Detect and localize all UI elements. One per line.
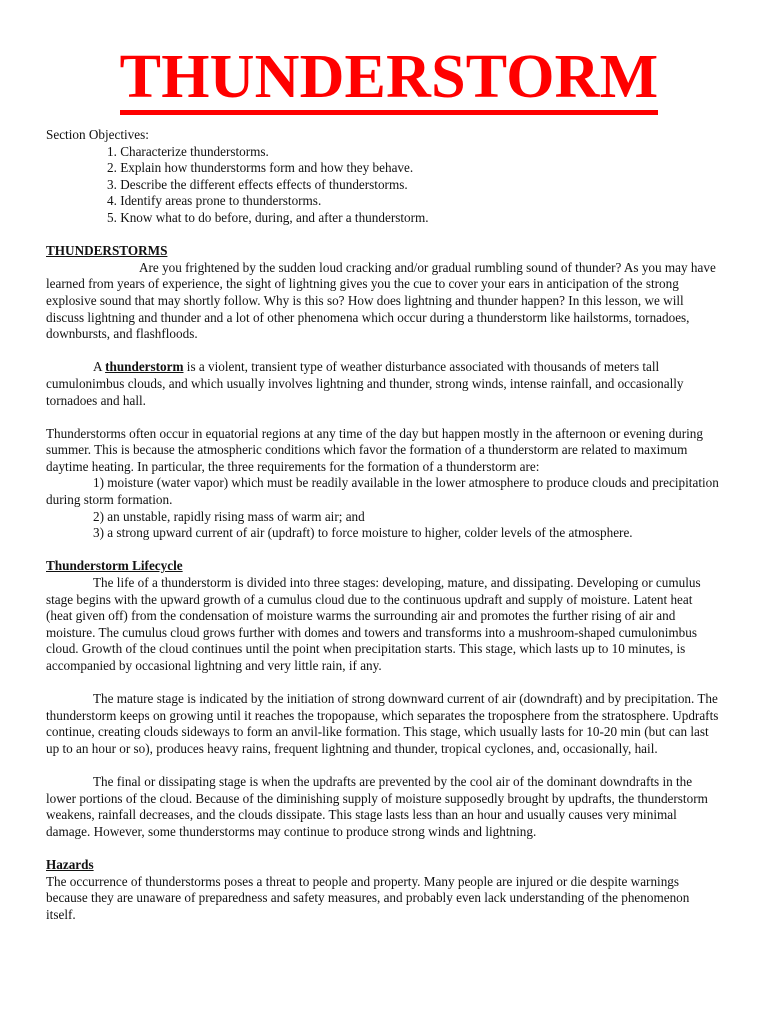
section-objectives — [46, 127, 722, 227]
heading-hazards: Hazards — [46, 857, 94, 873]
objective-item: 5. Know what to do before, during, and after a thunderstorm. — [107, 209, 429, 225]
document-page — [46, 43, 722, 924]
paragraph-hazards: The occurrence of thunderstorms poses a threat to people and property. Many people are injured or die despite warnings because they are unaware of preparedness and safety measures, and probably even lack understanding of the phenomenon itself. — [46, 873, 690, 922]
document-title: THUNDERSTORM — [120, 46, 659, 115]
paragraph-definition — [46, 359, 722, 409]
heading-thunderstorms: THUNDERSTORMS — [46, 243, 168, 259]
requirement-item: 1) moisture (water vapor) which must be readily available in the lower atmosphere to produce clouds and precipitation during storm formation. — [46, 475, 719, 508]
paragraph-developing-stage: The life of a thunderstorm is divided into three stages: developing, mature, and dissipating. Developing or cumulus stage begins with the upward growth of a cumulus cloud due to the continuous updraft and supply of moisture. Latent heat (heat given off) from the condensation of moisture warms the surrounding air and promotes the further rising of air and moisture. The cumulus cloud grows further with domes and towers and transforms into a mushroom-shaped cumulonimbus cloud. Growth of the cloud continues until the point when precipitation starts. This stage, which lasts up to 10 minutes, is accompanied by occasional lightning and very little rain, if any. — [46, 575, 701, 673]
definition-rest: is a violent, transient type of weather disturbance associated with thousands of meters tall cumulonimbus clouds, and which usually involves lightning and thunder, strong winds, intense rainfall, and occasionally tornadoes and hall. — [46, 359, 684, 408]
objective-item: 2. Explain how thunderstorms form and how they behave. — [107, 160, 414, 176]
paragraph-intro: Are you frightened by the sudden loud cracking and/or gradual rumbling sound of thunder? As you may have learned from years of experience, the sight of lightning gives you the cue to cover your ears in anticipation of the strong explosive sound that may shortly follow. Why is this so? How does lightning and thunder happen? In this lesson, we will discuss lightning and thunder and a lot of other phenomena which occur during a thunderstorm like hailstorms, tornadoes, downbursts, and flashfloods. — [46, 259, 716, 342]
title-block — [56, 43, 722, 115]
paragraph-occurrence: Thunderstorms often occur in equatorial regions at any time of the day but happen mostly in the afternoon or evening during summer. This is because the atmospheric conditions which favor the formation of a thunderstorm are related to maximum daytime heating. In particular, the three requirements for the formation of a thunderstorm are: — [46, 425, 703, 474]
requirement-item: 3) a strong upward current of air (updraft) to force moisture to higher, colder levels of the atmosphere. — [93, 525, 633, 541]
objectives-label: Section Objectives: — [46, 127, 149, 142]
definition-lead: A — [93, 359, 102, 375]
heading-lifecycle: Thunderstorm Lifecycle — [46, 558, 183, 574]
paragraph-dissipating-stage: The final or dissipating stage is when the updrafts are prevented by the cool air of the dominant downdrafts in the lower portions of the cloud. Because of the diminishing supply of moisture supposedly brought by updrafts, the thunderstorm weakens, rainfall decreases, and the clouds dissipate. This stage lasts less than an hour and usually causes very minimal damage. However, some thunderstorms may continue to produce strong winds and lightning. — [46, 774, 708, 839]
definition-term: thunderstorm — [105, 359, 184, 375]
objective-item: 4. Identify areas prone to thunderstorms. — [107, 193, 322, 209]
objectives-list — [46, 144, 722, 227]
objective-item: 3. Describe the different effects effects of thunderstorms. — [107, 176, 408, 192]
paragraph-mature-stage: The mature stage is indicated by the initiation of strong downward current of air (downdraft) and by precipitation. The thunderstorm keeps on growing until it reaches the tropopause, which separates the troposphere from the stratosphere. Updrafts continue, creating clouds sideways to form an anvil-like formation. This stage, which usually lasts for 10-20 min (but can last up to an hour or so), produces heavy rains, frequent lightning and thunder, tropical cyclones, and, occasionally, hail. — [46, 691, 719, 756]
requirement-item: 2) an unstable, rapidly rising mass of warm air; and — [93, 508, 365, 524]
objective-item: 1. Characterize thunderstorms. — [107, 143, 269, 159]
